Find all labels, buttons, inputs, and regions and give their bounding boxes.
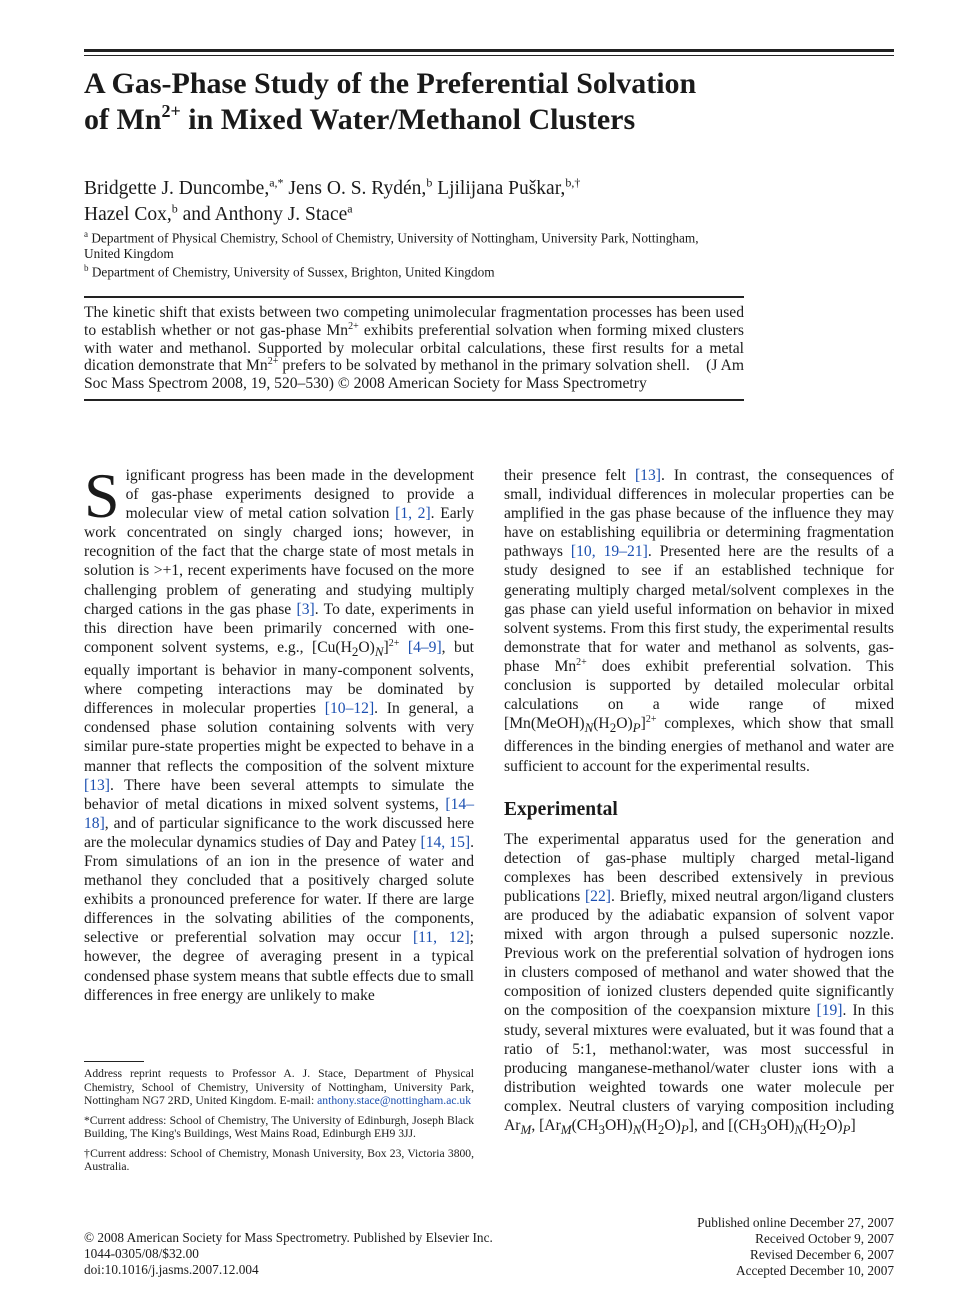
body-text: [399, 639, 408, 656]
subscript: N: [584, 720, 594, 736]
top-rule-thin: [84, 55, 894, 56]
author-list: [84, 176, 904, 228]
body-text: . Presented here are the results of a study designed to see if an established technique for generating multiply charged metal/solvent complexes in the gas phase can yield useful information on behavior in mixed solvent systems. From this first study, the experimental results demonstrate that for water and methanol as solvents, gas-phase Mn: [504, 543, 895, 675]
body-text: OH): [766, 1117, 795, 1135]
body-text: O): [616, 715, 633, 733]
citation-link[interactable]: [22]: [584, 887, 611, 905]
subscript: 3: [760, 1122, 767, 1138]
body-text: . In contrast, the consequences of small, individual differences in molecular properties can be amplified in the gas phase because of the influence they may have on establishing equilibria or determining fragmentation pathways: [504, 467, 894, 561]
body-text: their presence felt: [504, 467, 635, 484]
citation-link[interactable]: [10–12]: [324, 700, 375, 718]
subscript: 3: [598, 1122, 605, 1138]
superscript: 2+: [388, 637, 400, 649]
affiliation-a: [84, 227, 724, 261]
intro-paragraph: [84, 460, 475, 1005]
footnote-correspondence: [84, 1067, 474, 1108]
body-text: O): [664, 1117, 681, 1135]
citation-link[interactable]: [4–9]: [407, 638, 442, 656]
subscript: M: [560, 1122, 572, 1138]
body-text: (CH: [571, 1117, 599, 1135]
body-text: The experimental apparatus used for the generation and detection of gas-phase multiply charged metal-ligand complexes has been described extensively in previous publications: [504, 830, 894, 905]
author-name: Bridgette J. Duncombe,: [84, 178, 270, 199]
title-line-1: A Gas-Phase Study of the Preferential Solvation: [84, 67, 697, 100]
author-name: Hazel Cox,: [84, 204, 172, 225]
author-mark: a,*: [269, 175, 284, 190]
author-mark: b: [171, 201, 178, 216]
subscript: N: [374, 643, 384, 659]
affiliation-text: Department of Physical Chemistry, School of Chemistry, University of Nottingham, University Park, Nottingham, United Kingdom: [84, 230, 699, 261]
affiliation-mark: b: [84, 263, 89, 274]
body-text: ; however, the degree of averaging present in a typical condensed phase system means that subtle effects due to small differences in free energy are unlikely to make: [84, 929, 475, 1004]
received-date: Received October 9, 2007: [755, 1231, 894, 1246]
abstract-text-3: prefers to be solvated by methanol in the primary solvation shell.: [278, 357, 690, 375]
body-text: . From simulations of an ion in the presence of water and methanol they concluded that a positively charged solute exhibits a pronounced preference for water. If there are large differences in the solvating abilities of the components, selective or preferential solvation may occur: [84, 833, 474, 947]
affiliation-text: Department of Chemistry, University of Sussex, Brighton, United Kingdom: [88, 264, 495, 280]
subscript: N: [632, 1122, 642, 1138]
revised-date: Revised December 6, 2007: [749, 1247, 894, 1262]
title-line-2-pre: of Mn: [84, 103, 162, 136]
superscript: 2+: [645, 714, 657, 726]
abstract: [84, 298, 744, 399]
body-text: ]: [640, 715, 646, 733]
body-text: (H: [641, 1117, 658, 1135]
citation-link[interactable]: [1, 2]: [395, 505, 431, 523]
abstract-text-2: exhibits preferential solvation when forming mixed clusters with water and methanol. Supported by molecular orbital calculations, these first results for a metal dication demonstrate that Mn: [84, 321, 744, 375]
author-name: and Anthony J. Stace: [177, 204, 348, 225]
body-text: OH): [604, 1117, 633, 1135]
body-text: O): [826, 1117, 843, 1135]
subscript: P: [680, 1122, 689, 1138]
body-text: ], and [(CH: [688, 1117, 761, 1135]
body-text: ]: [850, 1117, 856, 1135]
intro-paragraph-continued: [504, 466, 894, 776]
citation-link[interactable]: [14–18]: [84, 795, 474, 832]
title-superscript: 2+: [161, 101, 181, 121]
copyright-line: © 2008 American Society for Mass Spectrometry. Published by Elsevier Inc.: [84, 1230, 493, 1245]
author-name: Ljilijana Puškar,: [432, 178, 566, 199]
body-text: . There have been several attempts to simulate the behavior of metal dications in mixed solvent systems,: [84, 776, 474, 813]
title-line-2-post: in Mixed Water/Methanol Clusters: [180, 103, 636, 136]
subscript: 2: [351, 643, 359, 659]
subscript: 2: [657, 1122, 665, 1138]
superscript: 2+: [576, 656, 587, 668]
article-title: [84, 66, 904, 138]
author-mark: a: [347, 201, 353, 216]
body-column-right: [504, 466, 894, 1139]
issn-line: 1044-0305/08/$32.00: [84, 1246, 199, 1261]
body-text: (H: [803, 1117, 820, 1135]
experimental-paragraph: [504, 830, 894, 1140]
subscript: 2: [609, 720, 617, 736]
email-link[interactable]: anthony.stace@nottingham.ac.uk: [317, 1094, 471, 1107]
abstract-sup: 2+: [267, 356, 279, 368]
footnote-current-address-1: *Current address: School of Chemistry, The University of Edinburgh, Joseph Black Building, The King's Buildings, West Mains Road, Edinburgh EH9 3JJ.: [84, 1113, 474, 1140]
body-text: ]: [383, 638, 389, 656]
author-mark: b,†: [565, 175, 581, 190]
body-text: ignificant progress has been made in the development of gas-phase experiments designed to provide a molecular view of metal cation solvation: [125, 467, 474, 523]
body-text: . Briefly, mixed neutral argon/ligand clusters are produced by the adiabatic expansion of solvent vapor mixed with argon through a pulsed supersonic nozzle. Previous work on the preferential solvation of hydrogen ions in clusters composed of methanol and water showed that the composition of ionized clusters depended quite significantly on the composition of the coexpansion mixture: [504, 887, 895, 1020]
section-heading-experimental: Experimental: [504, 798, 618, 820]
citation-link[interactable]: [13]: [84, 776, 110, 794]
drop-cap: S: [84, 460, 120, 531]
affiliation-b: [84, 261, 724, 280]
footer-dates: [697, 1215, 894, 1279]
subscript: P: [842, 1122, 851, 1138]
affiliations: [84, 227, 724, 280]
citation-link[interactable]: [14, 15]: [420, 833, 471, 851]
subscript: M: [520, 1122, 532, 1138]
accepted-date: Accepted December 10, 2007: [735, 1263, 894, 1278]
body-text: , and of particular significance to the work discussed here are the molecular dynamics studies of Day and Patey: [84, 814, 474, 851]
body-text: complexes, which show that small differences in the binding energies of methanol and water are sufficient to account for the experimental results.: [504, 715, 894, 775]
doi-line: doi:10.1016/j.jasms.2007.12.004: [84, 1262, 259, 1277]
body-text: , [Ar: [531, 1117, 561, 1135]
citation-link[interactable]: [10, 19–21]: [570, 543, 648, 561]
published-online-date: Published online December 27, 2007: [697, 1215, 894, 1230]
citation-link[interactable]: [3]: [296, 600, 315, 618]
body-text: . In this study, several mixtures were evaluated, but it was found that a ratio of 5:1, methanol:water, was most successful in producing manganese-methanol/water cluster ions with a distribution weighted towards one water molecule per complex. Neutral clusters of varying composition including Ar: [504, 1002, 894, 1135]
footnote-rule: [84, 1061, 144, 1062]
abstract-citation: (J Am Soc Mass Spectrom 2008, 19, 520–530) © 2008 American Society for Mass Spectrometry: [84, 357, 744, 393]
abstract-sup: 2+: [348, 320, 359, 332]
footnotes: [84, 1067, 474, 1180]
footer-publication-info: [84, 1230, 493, 1278]
top-rule-thick: [84, 49, 894, 52]
subscript: N: [794, 1122, 804, 1138]
subscript: 2: [819, 1122, 827, 1138]
subscript: P: [632, 720, 641, 736]
body-text: . Early work concentrated on singly charged ions; however, in recognition of the fact that the charge state of most metals in solution is >+1, recent experiments have focused on the more challenging problem of generating and studying multiply charged cations in the gas phase: [84, 505, 474, 618]
author-name: Jens O. S. Rydén,: [283, 178, 427, 199]
abstract-box: [84, 296, 744, 401]
body-text: . In general, a condensed phase solution containing solvents with very similar pure-state properties might be expected to behave in a manner that reflects the composition of the solvent mixture: [84, 700, 474, 775]
abstract-text-1: The kinetic shift that exists between two competing unimolecular fragmentation processes has been used to establish whether or not gas-phase Mn: [84, 304, 744, 339]
author-mark: b: [426, 175, 433, 190]
body-text: (H: [593, 715, 610, 733]
footnote-current-address-2: †Current address: School of Chemistry, Monash University, Box 23, Victoria 3800, Australia.: [84, 1146, 474, 1173]
citation-link[interactable]: [11, 12]: [412, 929, 470, 947]
body-text: does exhibit preferential solvation. This conclusion is supported by detailed molecular orbital calculations on a wide range of mixed [Mn(MeOH): [504, 657, 894, 733]
body-text: , but equally important is behavior in many-component solvents, where competing interactions may be dominated by differences in molecular properties: [84, 638, 474, 718]
body-column-left: [84, 460, 475, 1005]
affiliation-mark: a: [84, 229, 88, 239]
body-text: . To date, experiments in this direction have been primarily concerned with one-component solvent systems, e.g., [Cu(H: [84, 600, 474, 656]
footnote-text: Address reprint requests to Professor A. J. Stace, Department of Physical Chemistry, School of Chemistry, University of Nottingham, University Park, Nottingham NG7 2RD, United Kingdom. E-mail:: [84, 1067, 474, 1107]
abstract-bottom-rule: [84, 399, 744, 401]
citation-link[interactable]: [19]: [816, 1002, 843, 1020]
body-text: O): [358, 638, 375, 656]
citation-link[interactable]: [13]: [634, 467, 661, 484]
